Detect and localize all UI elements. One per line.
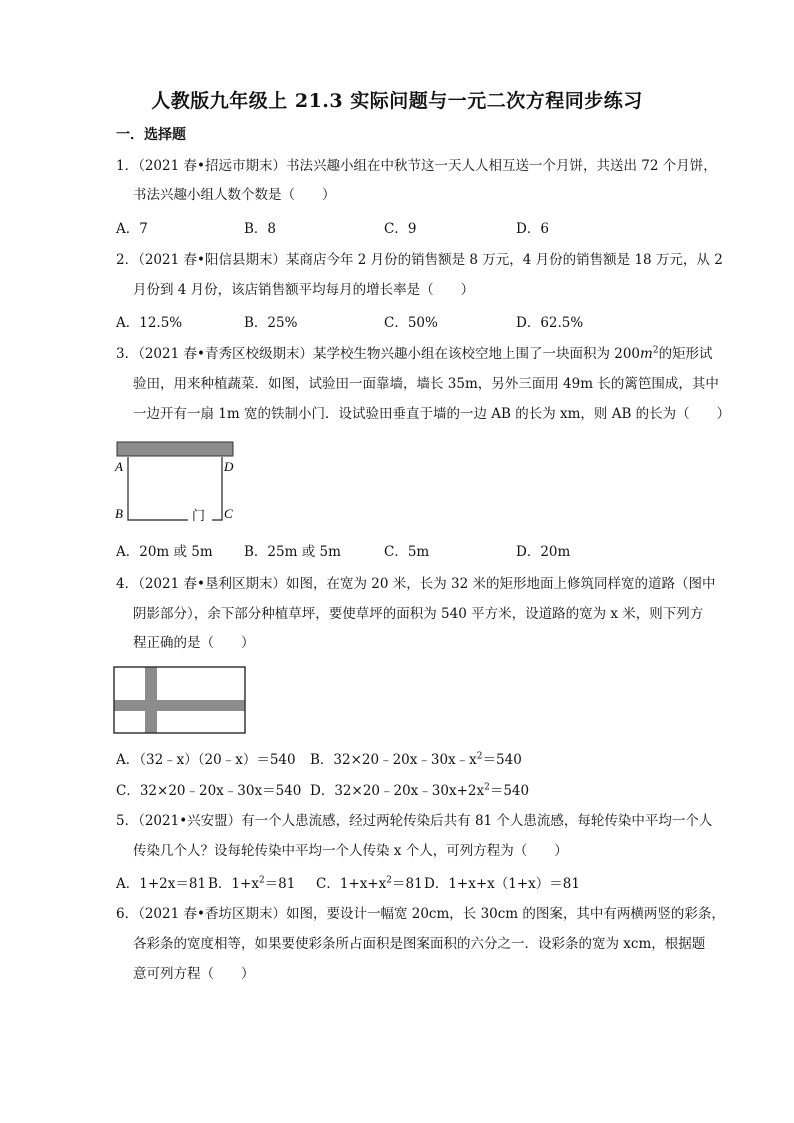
label-a: A: [115, 459, 123, 474]
q5-option-d[interactable]: D．1+x+x（1+x）＝81: [424, 876, 580, 892]
q4-option-b[interactable]: [310, 748, 522, 768]
q2-line2: 月份到 4 月份，该店销售额平均每月的增长率是（ ）: [133, 282, 475, 298]
q4-option-c[interactable]: C．32×20﹣20x﹣30x＝540: [116, 783, 302, 799]
q3-line3: 一边开有一扇 1m 宽的铁制小门．设试验田垂直于墙的一边 AB 的长为 xm，则 AB 的长为（ ）: [133, 406, 731, 422]
q3-option-a[interactable]: A．20m 或 5m: [116, 544, 213, 560]
label-d: D: [224, 459, 234, 474]
q1-option-c[interactable]: C．9: [384, 221, 417, 237]
door-label: 门: [192, 509, 206, 524]
q4-option-b-text: B．32×20﹣20x﹣30x﹣x: [310, 752, 477, 768]
q3-option-c[interactable]: C．5m: [384, 544, 430, 560]
q2-option-d[interactable]: D．62.5%: [516, 315, 584, 331]
q4-option-d-exponent: 2: [484, 782, 490, 793]
q3-field-figure: [108, 436, 248, 528]
q5-option-c-exponent: 2: [386, 875, 393, 886]
q5-line1: 5．（2021•兴安盟）有一个人患流感，经过两轮传染后共有 81 个人患流感，每轮传染中平均一个人: [116, 813, 713, 829]
q5-option-b-text: B．1+x: [208, 876, 259, 892]
q2-line1: 2．（2021 春•阳信县期末）某商店今年 2 月份的销售额是 8 万元，4 月份的销售额是 18 万元，从 2: [116, 252, 723, 268]
q5-option-c-end: ＝81: [392, 876, 423, 892]
wall: [117, 442, 233, 456]
q6-line1: 6．（2021 春•香坊区期末）如图，要设计一幅宽 20cm，长 30cm 的图案，其中有两横两竖的彩条，: [116, 906, 725, 922]
q4-line3: 程正确的是（ ）: [133, 635, 255, 651]
q3-option-b[interactable]: B．25m 或 5m: [244, 544, 341, 560]
q1-option-b[interactable]: B．8: [244, 221, 277, 237]
label-c: C: [224, 506, 233, 521]
q3-line2: 验田，用来种植蔬菜．如图，试验田一面靠墙，墙长 35m，另外三面用 49m 长的篱笆围成，其中: [133, 376, 719, 392]
q4-option-a[interactable]: A．（32﹣x）（20﹣x）＝540: [116, 752, 296, 768]
q1-line2: 书法兴趣小组人数个数是（ ）: [133, 187, 336, 203]
q5-line2: 传染几个人？设每轮传染中平均一个人传染 x 个人，可列方程为（ ）: [133, 843, 568, 859]
q2-option-b[interactable]: B．25%: [244, 315, 298, 331]
q4-option-d-end: ＝540: [489, 783, 530, 799]
fence-left: [128, 457, 188, 520]
q3-unit-exponent: 2: [652, 345, 659, 356]
q3-line1-text: 3．（2021 春•青秀区校级期末）某学校生物兴趣小组在该校空地上围了一块面积为 200: [116, 346, 641, 362]
q5-option-b-exponent: 2: [258, 875, 265, 886]
q3-line1-end: 的矩形试: [658, 346, 713, 362]
q2-option-a[interactable]: A．12.5%: [116, 315, 183, 331]
q5-option-c-text: C．1+x+x: [316, 876, 387, 892]
q4-option-b-exponent: 2: [476, 751, 483, 762]
q2-option-c[interactable]: C．50%: [384, 315, 438, 331]
q6-line3: 意可列方程（ ）: [133, 966, 255, 982]
q4-option-d-text: D．32×20﹣20x﹣30x+2x: [310, 783, 485, 799]
q3-unit: m: [640, 346, 653, 362]
horizontal-road: [114, 700, 245, 711]
section-heading: 一．选择题: [116, 127, 186, 143]
q3-line1: [116, 344, 713, 364]
q4-line2: 阴影部分），余下部分种植草坪，要使草坪的面积为 540 平方米，设道路的宽为 x 米，则下列方: [133, 606, 704, 622]
q4-road-figure: [113, 666, 249, 736]
q5-option-a[interactable]: A．1+2x＝81: [116, 876, 207, 892]
q3-option-d[interactable]: D．20m: [516, 544, 571, 560]
q5-option-b-end: ＝81: [264, 876, 296, 892]
q1-option-a[interactable]: A．7: [116, 221, 148, 237]
fence-right: [212, 457, 222, 520]
q1-option-d[interactable]: D．6: [516, 221, 549, 237]
q4-line1: 4．（2021 春•垦利区期末）如图，在宽为 20 米，长为 32 米的矩形地面上修筑同样宽的道路（图中: [116, 576, 716, 592]
page-title: 人教版九年级上 21.3 实际问题与一元二次方程同步练习: [151, 90, 643, 112]
q1-line1: 1．（2021 春•招远市期末）书法兴趣小组在中秋节这一天人人相互送一个月饼，共送出 72 个月饼，: [116, 158, 717, 174]
q5-option-b[interactable]: [208, 872, 295, 892]
label-b: B: [115, 506, 123, 521]
q4-option-d[interactable]: [310, 779, 529, 799]
q6-line2: 各彩条的宽度相等，如果要使彩条所占面积是图案面积的六分之一．设彩条的宽为 xcm，根据题: [133, 936, 706, 952]
q5-option-c[interactable]: [316, 872, 423, 892]
q4-option-b-end: ＝540: [482, 752, 522, 768]
